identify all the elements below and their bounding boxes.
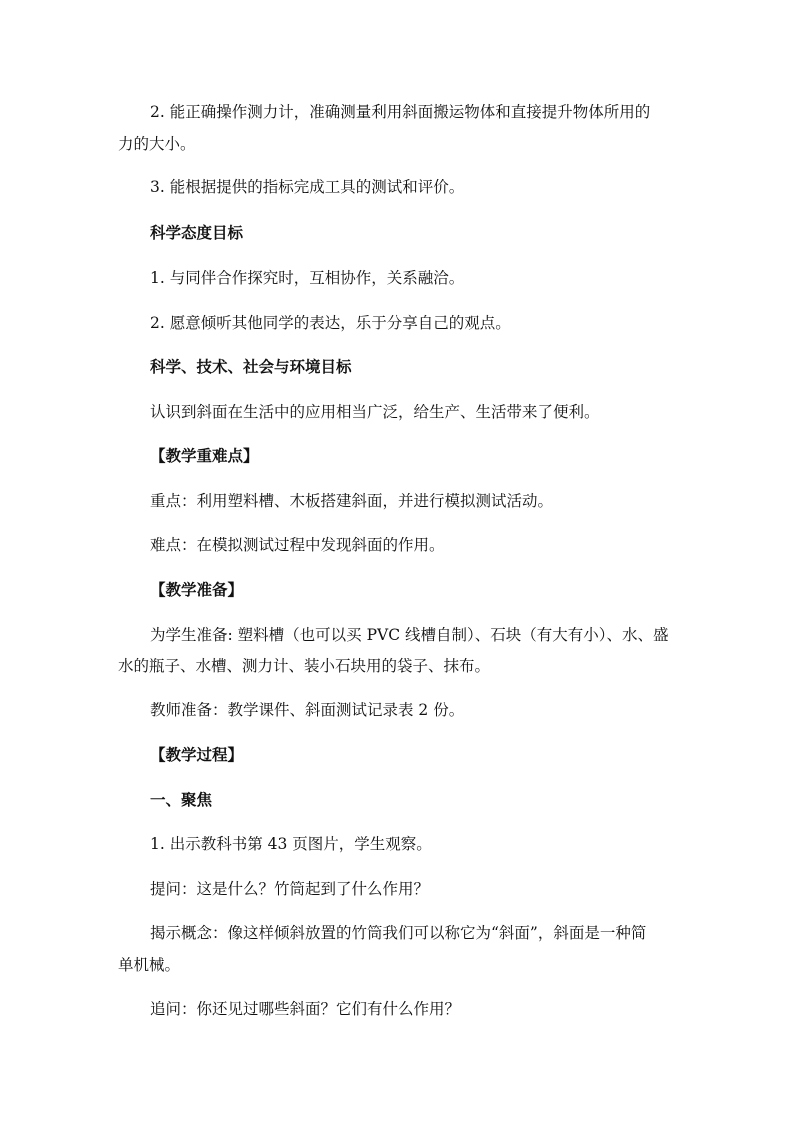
student-prep-line1: 为学生准备: 塑料槽（也可以买 PVC 线槽自制）、石块（有大有小）、水、盛 bbox=[150, 626, 669, 644]
difficult-point: 难点：在模拟测试过程中发现斜面的作用。 bbox=[150, 536, 445, 554]
attitude-item-2: 2. 愿意倾听其他同学的表达，乐于分享自己的观点。 bbox=[150, 314, 511, 332]
attitude-item-1: 1. 与同伴合作探究时，互相协作，关系融洽。 bbox=[150, 269, 465, 287]
teacher-prep: 教师准备：教学课件、斜面测试记录表 2 份。 bbox=[150, 701, 465, 719]
heading-focus: 一、聚焦 bbox=[150, 790, 213, 809]
key-point: 重点：利用塑料槽、木板搭建斜面，并进行模拟测试活动。 bbox=[150, 492, 554, 510]
heading-process: 【教学过程】 bbox=[150, 745, 244, 764]
heading-key-difficult: 【教学重难点】 bbox=[150, 446, 259, 465]
concept-line1: 揭示概念：像这样倾斜放置的竹筒我们可以称它为“斜面”，斜面是一种简 bbox=[150, 924, 647, 942]
focus-item-1: 1. 出示教科书第 43 页图片，学生观察。 bbox=[150, 835, 432, 853]
concept-line2: 单机械。 bbox=[118, 956, 181, 974]
objective-3: 3. 能根据提供的指标完成工具的测试和评价。 bbox=[150, 178, 465, 196]
sts-text: 认识到斜面在生活中的应用相当广泛，给生产、生活带来了便利。 bbox=[150, 403, 600, 421]
heading-sts: 科学、技术、社会与环境目标 bbox=[150, 357, 352, 376]
objective-2-line2: 力的大小。 bbox=[118, 135, 196, 153]
question-1: 提问：这是什么？竹筒起到了什么作用？ bbox=[150, 880, 430, 898]
heading-preparation: 【教学准备】 bbox=[150, 580, 244, 599]
objective-2-line1: 2. 能正确操作测力计，准确测量利用斜面搬运物体和直接提升物体所用的 bbox=[150, 103, 651, 121]
student-prep-line2: 水的瓶子、水槽、测力计、装小石块用的袋子、抹布。 bbox=[118, 657, 491, 675]
heading-science-attitude: 科学态度目标 bbox=[150, 223, 244, 242]
question-2: 追问：你还见过哪些斜面？它们有什么作用？ bbox=[150, 1000, 461, 1018]
